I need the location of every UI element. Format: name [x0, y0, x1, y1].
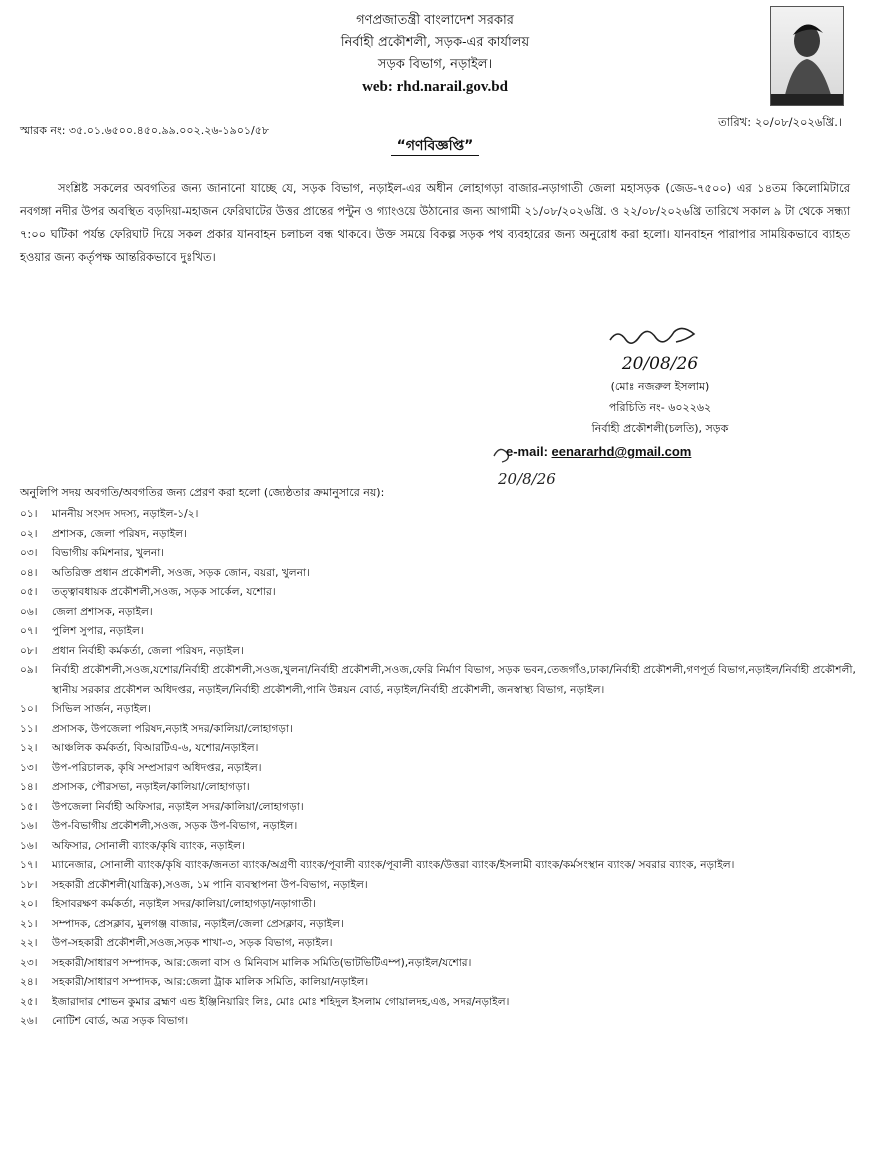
signatory-id: পরিচিতি নং- ৬০২২৬২ — [608, 401, 712, 414]
cc-list-item — [20, 1012, 860, 1032]
cc-list-item — [20, 525, 860, 545]
cc-item-number: ০৮। — [20, 644, 38, 657]
cc-list-item — [20, 895, 860, 915]
handwritten-signature — [590, 318, 730, 378]
cc-item-text: উপ-সহকারী প্রকৌশলী,সওজ,সড়ক শাখা-৩, সড়ক বিভাগ, নড়াইল। — [52, 937, 333, 949]
letterhead — [0, 10, 870, 98]
portrait-illustration — [771, 7, 843, 105]
cc-item-number: ১৭। — [20, 859, 38, 871]
cc-list-item — [20, 642, 860, 662]
cc-item-number: ১৬। — [20, 839, 38, 852]
issue-date: তারিখ: ২০/০৮/২০২৬খ্রি.। — [718, 115, 842, 129]
cc-item-number: ০৬। — [20, 605, 38, 618]
cc-list-item — [20, 915, 860, 935]
cc-item-text: মাননীয় সংসদ সদস্য, নড়াইল-১/২। — [52, 508, 199, 520]
cc-item-text: সম্পাদক, প্রেসক্লাব, মুলগঞ্জ বাজার, নড়াইল/জেলা প্রেসক্লাব, নড়াইল। — [52, 917, 344, 930]
cc-list-item — [20, 876, 860, 896]
cc-item-text: বিভাগীয় কমিশনার, খুলনা। — [52, 547, 165, 559]
cc-item-text: উপজেলা নির্বাহী অফিসার, নড়াইল সদর/কালিয়া/লোহাগড়া। — [52, 800, 304, 813]
signature-block — [540, 318, 780, 439]
portrait-photo — [770, 6, 844, 106]
cc-list-item — [20, 817, 860, 837]
cc-item-number: ০২। — [20, 527, 38, 540]
cc-item-number: ২৪। — [20, 976, 38, 988]
cc-item-number: ২০। — [20, 898, 38, 910]
cc-item-number: ১৬। — [20, 820, 38, 832]
cc-item-text: হিসাবরক্ষণ কর্মকর্তা, নড়াইল সদর/কালিয়া/লোহাগড়া/নড়াগাতী। — [52, 898, 316, 910]
cc-item-text: ইজারাদার শোভন কুমার ব্রহ্মণ এন্ড ইঞ্জিনিয়ারিং লিঃ, মোঃ মোঃ শহিদুল ইসলাম গোয়ালদহ,এঙ, সদর/নড়াইল। — [52, 995, 510, 1008]
cc-item-number: ২৫। — [20, 995, 38, 1008]
email-row — [506, 444, 691, 459]
cc-item-text: প্রসাসক, উপজেলা পরিষদ,নড়াই সদর/কালিয়া/লোহাগড়া। — [52, 722, 293, 735]
cc-list-item — [20, 954, 860, 974]
notice-body: সংশ্লিষ্ট সকলের অবগতির জন্য জানানো যাচ্ছে যে, সড়ক বিভাগ, নড়াইল-এর অধীন লোহাগড়া বাজার-নড়াগাতী জেলা মহাসড়ক (জেড-৭৫০০) এর ১৪তম কিলোমিটারে নবগঙ্গা নদীর উপর অবস্থিত বড়দিয়া-মহাজন ফেরিঘাটের উত্তর প্রান্তের পন্টুন ও গ্যাংওয়ে উঠানোর জন্য আগামী ২১/০৮/২০২৬খ্রি. ও ২২/০৮/২০২৬খ্রি তারিখে সকাল ৯ টা থেকে সন্ধ্যা ৭:০০ ঘটিকা পর্যন্ত ফেরিঘাট দিয়ে সকল প্রকার যানবাহন চলাচল বন্ধ থাকবে। উক্ত সময়ে বিকল্প সড়ক পথ ব্যবহারের জন্য অনুরোধ করা হলো। যানবাহন পারাপার সাময়িকভাবে ব্যাহত হওয়ার জন্য কর্তৃপক্ষ আন্তরিকভাবে দুঃখিত। — [20, 181, 850, 264]
cc-list-item — [20, 505, 860, 525]
cc-item-number: ১৪। — [20, 781, 38, 793]
cc-item-text: পুলিশ সুপার, নড়াইল। — [52, 625, 144, 637]
email-link[interactable]: eenararhd@gmail.com — [551, 444, 692, 459]
division-name: সড়ক বিভাগ, নড়াইল। — [377, 57, 493, 72]
cc-list-item — [20, 856, 860, 876]
cc-list — [20, 505, 860, 1032]
cc-item-text: সহকারী/সাধারণ সম্পাদক, আর:জেলা ট্রাক মালিক সমিতি, কালিয়া/নড়াইল। — [52, 976, 369, 988]
website[interactable]: web: rhd.narail.gov.bd — [362, 79, 508, 95]
cc-list-item — [20, 798, 860, 818]
cc-item-text: উপ-পরিচালক, কৃষি সম্প্রসারণ অধিদপ্তর, নড়াইল। — [52, 761, 262, 774]
cc-list-item — [20, 759, 860, 779]
cc-list-item — [20, 720, 860, 740]
cc-item-text: নোটিশ বোর্ড, অত্র সড়ক বিভাগ। — [52, 1015, 189, 1027]
notice-title-text: “গণবিজ্ঞপ্তি” — [391, 138, 480, 156]
cc-item-number: ০৩। — [20, 547, 38, 559]
signatory-name: (মোঃ নজরুল ইসলাম) — [610, 380, 710, 393]
cc-list-item — [20, 778, 860, 798]
cc-item-text: উপ-বিভাগীয় প্রকৌশলী,সওজ, সড়ক উপ-বিভাগ, নড়াইল। — [52, 820, 298, 832]
cc-item-text: প্রসাসক, পৌরসভা, নড়াইল/কালিয়া/লোহাগড়া। — [52, 781, 250, 793]
cc-item-number: ০৭। — [20, 625, 38, 637]
cc-item-number: ২২। — [20, 937, 38, 949]
portrait-banner — [771, 94, 843, 105]
memo-number: স্মারক নং: ৩৫.০১.৬৫০০.৪৫০.৯৯.০০২.২৬-১৯০১/৫৮ — [20, 124, 270, 137]
cc-list-item — [20, 739, 860, 759]
cc-item-text: প্রশাসক, জেলা পরিষদ, নড়াইল। — [52, 527, 187, 540]
cc-item-text: ম্যানেজার, সোনালী ব্যাংক/কৃষি ব্যাংক/জনতা ব্যাংক/অগ্রণী ব্যাংক/পূবালী ব্যাংক/পূবালী ব্যাংক/উত্তরা ব্যাংক/ইসলামী ব্যাংক/কর্মসংস্থান ব্যাংক/ সবরার ব্যাংক, নড়াইল। — [52, 859, 735, 871]
cc-item-text: নির্বাহী প্রকৌশলী,সওজ,যশোর/নির্বাহী প্রকৌশলী,সওজ,খুলনা/নির্বাহী প্রকৌশলী,সওজ,ফেরি নির্মাণ বিভাগ, সড়ক ভবন,তেজগাঁও,ঢাকা/নির্বাহী প্রকৌশলী,গণপূর্ত বিভাগ,নড়াইল/নির্বাহী প্রকৌশলী, স্থানীয় সরকার প্রকৌশল অধিদপ্তর, নড়াইল/নির্বাহী প্রকৌশলী,পানি উন্নয়ন বোর্ড, নড়াইল/নির্বাহী প্রকৌশলী, জনস্বাস্থ্য বিভাগ, নড়াইল। — [52, 664, 856, 696]
cc-item-text: সিভিল সার্জন, নড়াইল। — [52, 703, 151, 715]
cc-list-item — [20, 564, 860, 584]
signatory-designation: নির্বাহী প্রকৌশলী(চলতি), সড়ক — [591, 422, 729, 435]
cc-item-number: ১৩। — [20, 761, 38, 774]
cc-list-item — [20, 973, 860, 993]
cc-list-item — [20, 934, 860, 954]
email-label: e-mail: — [506, 444, 548, 459]
cc-item-text: সহকারী প্রকৌশলী(যান্ত্রিক),সওজ, ১ম পানি ব্যবস্থাপনা উপ-বিভাগ, নড়াইল। — [52, 878, 368, 891]
cc-item-text: প্রধান নির্বাহী কর্মকর্তা, জেলা পরিষদ, নড়াইল। — [52, 644, 244, 657]
cc-item-text: আঞ্চলিক কর্মকর্তা, বিআরটিএ-৬, যশোর/নড়াইল। — [52, 742, 259, 754]
cc-item-number: ০৪। — [20, 566, 38, 579]
cc-list-item — [20, 583, 860, 603]
cc-list-item — [20, 993, 860, 1013]
cc-item-number: ১৮। — [20, 878, 38, 891]
cc-intro: অনুলিপি সদয় অবগতি/অবগতির জন্য প্রেরণ করা হলো (জ্যেষ্ঠতার ক্রমানুসারে নয়): — [20, 486, 385, 499]
cc-item-text: সহকারী/সাধারণ সম্পাদক, আর:জেলা বাস ও মিনিবাস মালিক সমিতি(ভাটভিটিএম্প),নড়াইল/যশোর। — [52, 956, 472, 969]
cc-item-number: ২১। — [20, 917, 38, 930]
cc-item-number: ২৬। — [20, 1015, 38, 1027]
cc-item-number: ১২। — [20, 742, 38, 754]
cc-list-item — [20, 622, 860, 642]
signature-date: 20/08/26 — [621, 354, 699, 374]
office-name: নির্বাহী প্রকৌশলী, সড়ক-এর কার্যালয় — [340, 35, 530, 50]
cc-list-item — [20, 603, 860, 623]
cc-item-number: ০৫। — [20, 586, 38, 598]
cc-list-item — [20, 837, 860, 857]
cc-item-number: ২৩। — [20, 956, 38, 969]
cc-item-number: ১১। — [20, 722, 38, 735]
cc-item-number: ০১। — [20, 508, 38, 520]
notice-title — [0, 134, 870, 158]
cc-item-text: তত্ত্বাবধায়ক প্রকৌশলী,সওজ, সড়ক সার্কেল, যশোর। — [52, 586, 276, 598]
cc-list-item — [20, 700, 860, 720]
cc-item-text: অফিসার, সোনালী ব্যাংক/কৃষি ব্যাংক, নড়াইল। — [52, 839, 245, 852]
cc-item-text: জেলা প্রশাসক, নড়াইল। — [52, 605, 153, 618]
cc-item-number: ১০। — [20, 703, 38, 715]
cc-list-item — [20, 661, 860, 700]
cc-item-number: ০৯। — [20, 664, 38, 676]
cc-list-item — [20, 544, 860, 564]
govt-name: গণপ্রজাতন্ত্রী বাংলাদেশ সরকার — [356, 13, 514, 28]
initials-date: 20/8/26 — [498, 470, 556, 488]
cc-item-text: অতিরিক্ত প্রধান প্রকৌশলী, সওজ, সড়ক জোন, বয়রা, খুলনা। — [52, 566, 310, 579]
cc-item-number: ১৫। — [20, 800, 38, 813]
